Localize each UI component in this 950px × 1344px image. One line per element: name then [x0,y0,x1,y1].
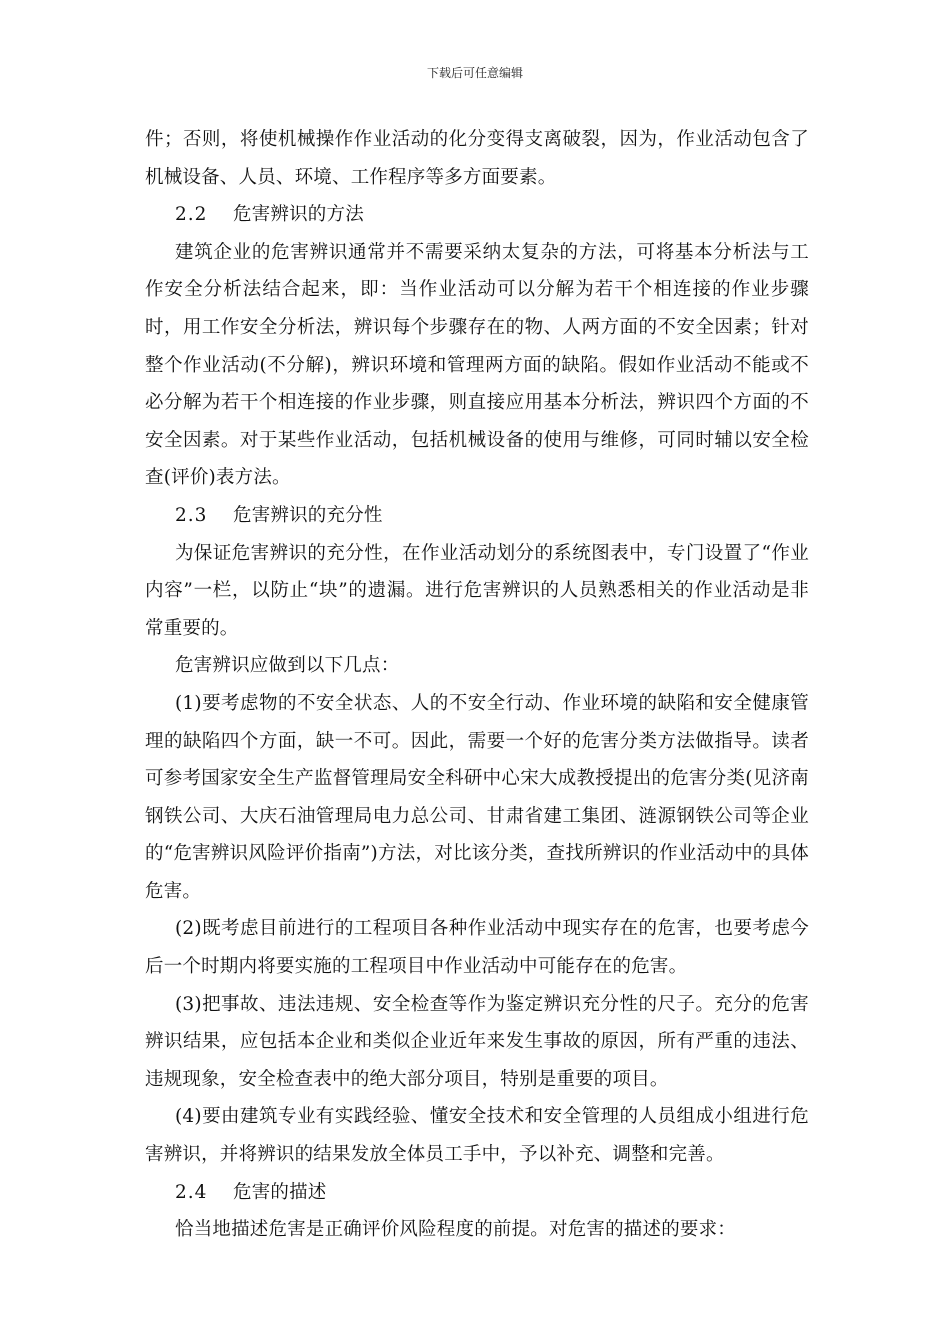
document-body [145,121,809,1249]
page-header: 下载后可任意编辑 [426,66,523,80]
section-number: 2.3 [175,504,208,526]
paragraph-continuation: 件；否则，将使机械操作作业活动的化分变得支离破裂，因为，作业活动包含了机械设备、人员、环境、工作程序等多方面要素。 [145,129,809,188]
paragraph-description: 恰当地描述危害是正确评价风险程度的前提。对危害的描述的要求： [175,1219,737,1241]
paragraph-adequacy: 为保证危害辨识的充分性，在作业活动划分的系统图表中，专门设置了“作业内容”一栏，以防止“块”的遗漏。进行危害辨识的人员熟悉相关的作业活动是非常重要的。 [145,542,809,639]
section-heading-2-2 [145,196,809,234]
list-item-2: (2)既考虑目前进行的工程项目各种作业活动中现实存在的危害，也要考虑今后一个时期内将要实施的工程项目中作业活动中可能存在的危害。 [145,918,809,978]
list-item-1: (1)要考虑物的不安全状态、人的不安全行动、作业环境的缺陷和安全健康管理的缺陷四个方面，缺一不可。因此，需要一个好的危害分类方法做指导。读者可参考国家安全生产监督管理局安全科研中心宋大成教授提出的危害分类(见济南钢铁公司、大庆石油管理局电力总公司、甘肃省建工集团、涟源钢铁公司等企业的“危害辨识风险评价指南”)方法，对比该分类，查找所辨识的作业活动中的具体危害。 [145,692,809,902]
section-heading-2-3 [145,497,809,535]
section-title: 危害辨识的方法 [233,204,364,226]
list-item-4: (4)要由建筑专业有实践经验、懂安全技术和安全管理的人员组成小组进行危害辨识，并将辨识的结果发放全体员工手中，予以补充、调整和完善。 [145,1106,809,1166]
list-item-3: (3)把事故、违法违规、安全检查等作为鉴定辨识充分性的尺子。充分的危害辨识结果，应包括本企业和类似企业近年来发生事故的原因，所有严重的违法、违规现象，安全检查表中的绝大部分项目，特别是重要的项目。 [145,993,809,1090]
section-title: 危害的描述 [233,1181,327,1203]
paragraph-methods: 建筑企业的危害辨识通常并不需要采纳太复杂的方法，可将基本分析法与工作安全分析法结合起来，即：当作业活动可以分解为若干个相连接的作业步骤时，用工作安全分析法，辨识每个步骤存在的物、人两方面的不安全因素；针对整个作业活动(不分解)，辨识环境和管理两方面的缺陷。假如作业活动不能或不必分解为若干个相连接的作业步骤，则直接应用基本分析法，辨识四个方面的不安全因素。对于某些作业活动，包括机械设备的使用与维修，可同时辅以安全检查(评价)表方法。 [145,241,809,489]
paragraph-points-intro: 危害辨识应做到以下几点： [175,655,400,677]
section-number: 2.4 [175,1181,208,1203]
section-heading-2-4 [145,1174,809,1212]
section-title: 危害辨识的充分性 [233,504,383,526]
section-number: 2.2 [175,204,208,226]
